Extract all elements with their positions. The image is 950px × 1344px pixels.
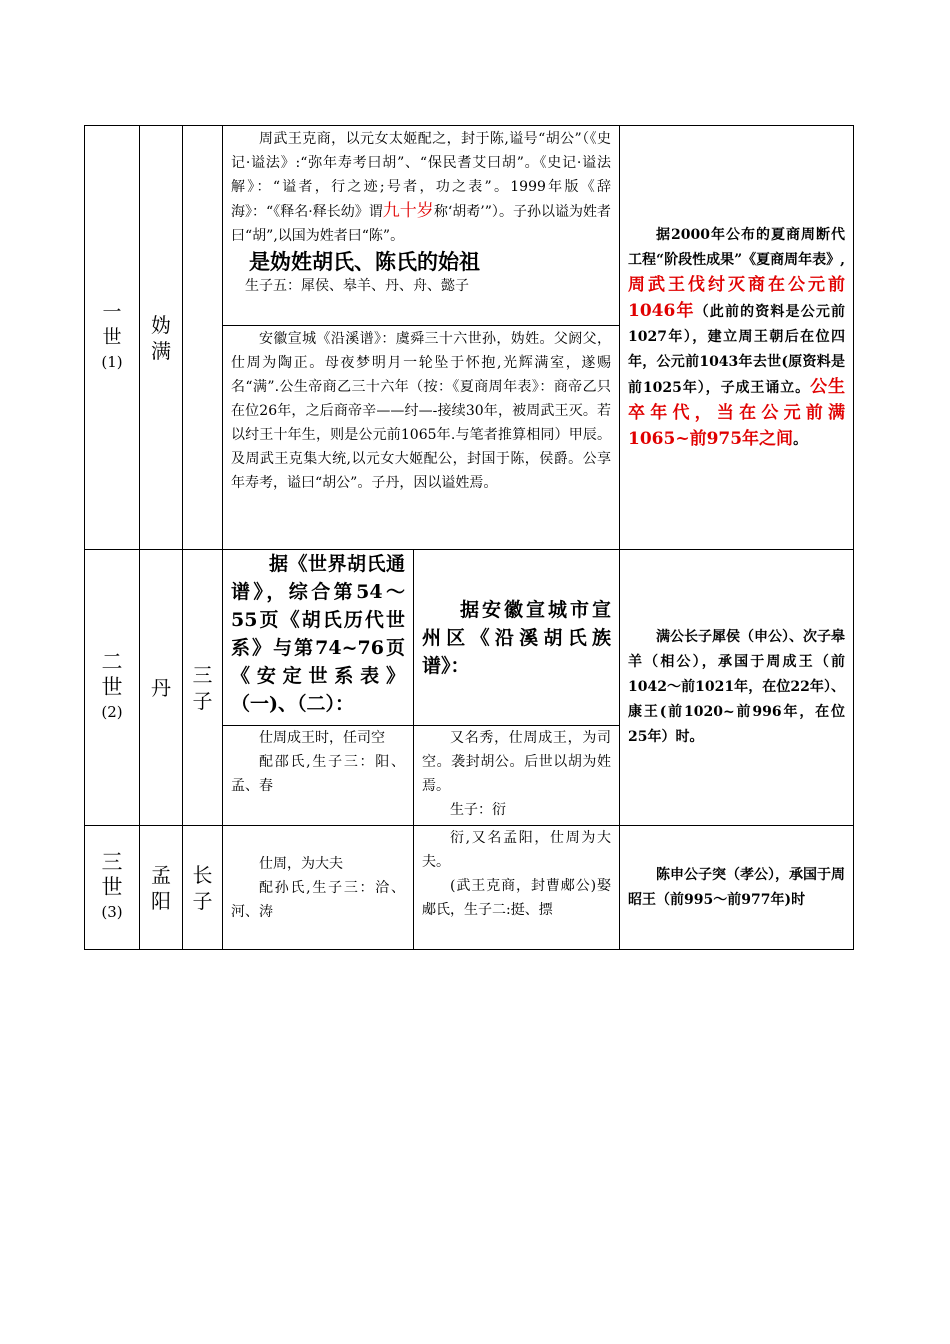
ancestor-name: 孟阳 [151,862,171,913]
chronology-note-cell [620,826,854,950]
biography-upper-cell [223,126,620,326]
source-heading-right-cell [414,550,620,726]
birth-order: 三子 [192,662,213,713]
ancestor-name-cell [140,826,183,950]
highlight-age: 九十岁 [382,201,434,221]
note-part: 据2000年公布的夏商周断代工程“阶段性成果”《夏商周年表》, [628,226,846,268]
genealogy-page [84,125,853,950]
biography-lower-text: 安徽宣城《沿溪谱》：虞舜三十六世孙，妫姓。父阏父，仕周为陶正。母夜梦明月一轮坠于怀抱,光辉满室，遂赐名“满”.公生帝商乙三十六年（按：《夏商周年表》：商帝乙只在位26年，之后商帝辛——纣—-接续30年，被周武王灭。若以纣王十年生，则是公元前1065年.与笔者推算相同）甲辰。及周武王克集大统,以元女大姬配公，封国于陈，侯爵。公享年寿考，谥曰“胡公”。子丹，因以谥姓焉。 [231,331,612,491]
spouse-sons-left: 配邵氏,生子三：阳、孟、春 [231,754,405,794]
biography-text-part: 周武王克商，以元女太姬配之，封于陈,谥号“胡公”（《史记·谥法》:“弥年寿考曰胡”、“保民耆艾曰胡”。《史记·谥法解》：“谥者，行之迹;号者，功之表”。1999年版《辞海》：“《释名·释长幼》谓 [231,131,612,220]
sons-list: 生子五：犀侯、皋羊、丹、舟、懿子 [245,278,469,294]
chronology-note-cell [620,550,854,826]
biography-left-text: 仕周，为大夫 [259,855,343,872]
biography-lower-cell [223,326,620,550]
sons-right: 生子：衍 [450,802,506,818]
genealogy-table [84,125,854,950]
biography-right-text: 又名秀，仕周成王，为司空。袭封胡公。后世以胡为姓焉。 [422,730,612,794]
chronology-note [628,223,845,453]
birth-order-cell [183,126,223,550]
generation-label: 一世 [102,301,122,348]
generation-cell [85,826,140,950]
ancestor-heading: 是妫姓胡氏、陈氏的始祖 [249,249,480,274]
source-heading-left-cell [223,550,414,726]
spouse-sons-left: 配孙氏,生子三：洽、河、涛 [231,879,405,920]
biography-right-text: 衍,又名孟阳，仕周为大夫。 [422,830,612,870]
biography-right-cell [414,726,620,826]
sons-right: (武王克商，封曹郕公)娶郕氏，生子二:挺、摽 [422,878,612,918]
biography-left-cell [223,726,414,826]
birth-order-cell [183,826,223,950]
generation-number: (1) [101,353,123,371]
biography-upper-text [231,127,611,248]
biography-left-text: 仕周成王时，任司空 [259,730,385,746]
source-heading-left: 据《世界胡氏通谱》，综合第54～55页《胡氏历代世系》与第74~76页《安定世系表》（一)、（二）： [231,553,405,715]
generation-number: (3) [101,903,123,921]
generation-cell [85,126,140,550]
generation-label: 二世 [101,650,123,699]
note-part: 。 [793,431,808,448]
chronology-note-cell [620,126,854,550]
generation-number: (2) [101,703,123,721]
biography-right-cell [414,826,620,950]
birth-order: 长子 [192,862,213,913]
chronology-note: 满公长子犀侯（申公）、次子皋羊（相公），承国于周成王（前1042～前1021年，在位22年）、康王(前1020~前996年，在位25年）时。 [628,629,846,745]
ancestor-name-cell [140,550,183,826]
ancestor-name: 妫满 [151,312,171,363]
biography-text-part: 称‘胡耇’”）。子孙以谥为姓者曰“胡”,以国为姓者曰“陈”。 [231,204,612,244]
generation-cell [85,550,140,826]
generation-label: 三世 [101,850,123,899]
source-heading-right: 据安徽宣城市宣州区《沿溪胡氏族谱》： [422,598,612,677]
note-part: （此前的资料是公元前1027年），建立周王朝后在位四年，公元前1043年去世(原资料是前1025年），子成王诵立。 [628,303,846,396]
chronology-note: 陈申公子突（孝公），承国于周昭王（前995～前977年)时 [628,866,846,908]
note-highlight-lifespan: 公生卒年代，当在公元前满1065~前975年之间 [628,376,846,449]
ancestor-name-cell [140,126,183,550]
note-highlight-conquest: 周武王伐纣灭商在公元前1046年 [628,274,846,321]
biography-left-cell [223,826,414,950]
birth-order-cell [183,550,223,826]
ancestor-name: 丹 [151,675,171,700]
